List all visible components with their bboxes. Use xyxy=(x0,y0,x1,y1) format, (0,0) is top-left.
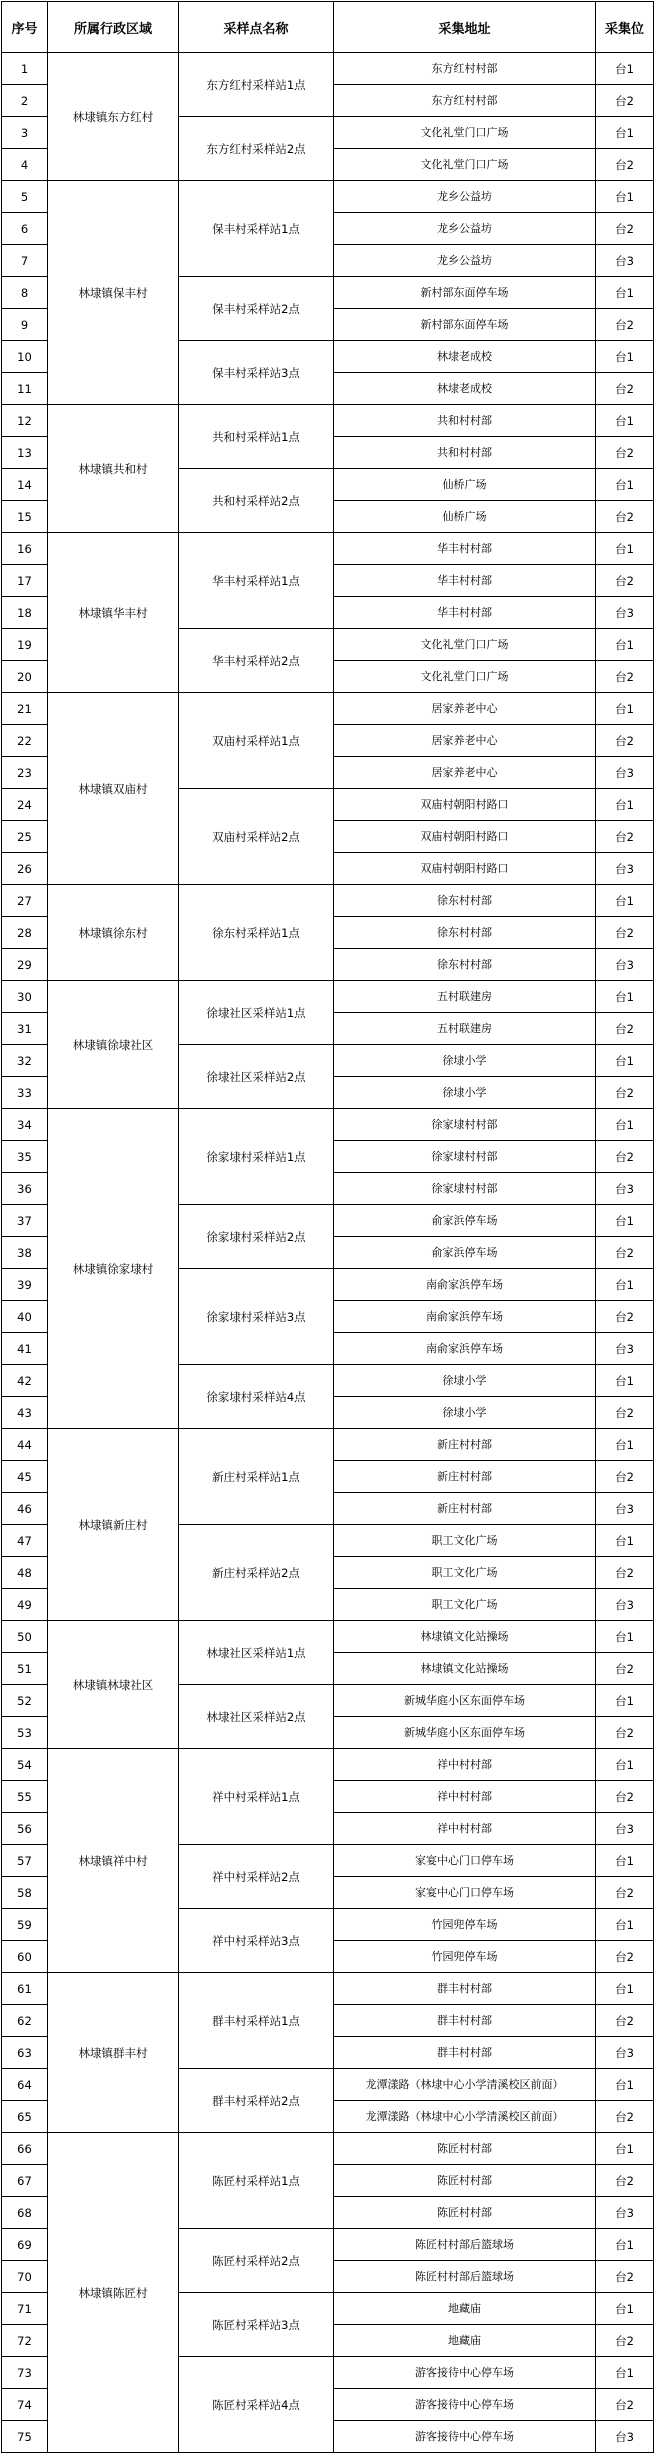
booth-cell: 台2 xyxy=(596,1781,654,1813)
booth-cell: 台2 xyxy=(596,501,654,533)
booth-cell: 台2 xyxy=(596,2165,654,2197)
booth-cell: 台2 xyxy=(596,1141,654,1173)
row-number: 24 xyxy=(2,789,48,821)
row-number: 51 xyxy=(2,1653,48,1685)
address-cell: 林埭老成校 xyxy=(334,341,596,373)
address-cell: 新城华庭小区东面停车场 xyxy=(334,1717,596,1749)
address-cell: 新庄村村部 xyxy=(334,1461,596,1493)
address-cell: 双庙村朝阳村路口 xyxy=(334,789,596,821)
booth-cell: 台2 xyxy=(596,1877,654,1909)
row-number: 46 xyxy=(2,1493,48,1525)
row-number: 35 xyxy=(2,1141,48,1173)
site-cell: 林埭社区采样站2点 xyxy=(179,1685,334,1749)
row-number: 65 xyxy=(2,2101,48,2133)
district-cell: 林埭镇徐埭社区 xyxy=(48,981,179,1109)
row-number: 11 xyxy=(2,373,48,405)
district-cell: 林埭镇徐东村 xyxy=(48,885,179,981)
booth-cell: 台2 xyxy=(596,1301,654,1333)
table-row xyxy=(2,405,654,437)
district-cell: 林埭镇华丰村 xyxy=(48,533,179,693)
address-cell: 居家养老中心 xyxy=(334,725,596,757)
row-number: 42 xyxy=(2,1365,48,1397)
table-row xyxy=(2,1749,654,1781)
site-cell: 新庄村采样站2点 xyxy=(179,1525,334,1621)
booth-cell: 台2 xyxy=(596,1237,654,1269)
site-cell: 陈匠村采样站1点 xyxy=(179,2133,334,2229)
booth-cell: 台2 xyxy=(596,2005,654,2037)
address-cell: 徐埭小学 xyxy=(334,1045,596,1077)
address-cell: 龙潭漾路（林埭中心小学清溪校区前面） xyxy=(334,2069,596,2101)
row-number: 59 xyxy=(2,1909,48,1941)
row-number: 10 xyxy=(2,341,48,373)
row-number: 62 xyxy=(2,2005,48,2037)
table-row xyxy=(2,181,654,213)
booth-cell: 台2 xyxy=(596,1397,654,1429)
site-cell: 保丰村采样站1点 xyxy=(179,181,334,277)
row-number: 52 xyxy=(2,1685,48,1717)
address-cell: 东方红村村部 xyxy=(334,85,596,117)
row-number: 45 xyxy=(2,1461,48,1493)
row-number: 1 xyxy=(2,53,48,85)
booth-cell: 台2 xyxy=(596,1941,654,1973)
row-number: 32 xyxy=(2,1045,48,1077)
row-number: 17 xyxy=(2,565,48,597)
site-cell: 保丰村采样站2点 xyxy=(179,277,334,341)
table-row xyxy=(2,1621,654,1653)
booth-cell: 台2 xyxy=(596,1653,654,1685)
header-booth: 采集位 xyxy=(596,2,654,53)
address-cell: 新城华庭小区东面停车场 xyxy=(334,1685,596,1717)
site-cell: 徐东村采样站1点 xyxy=(179,885,334,981)
booth-cell: 台3 xyxy=(596,949,654,981)
site-cell: 徐家埭村采样站4点 xyxy=(179,1365,334,1429)
table-row xyxy=(2,1429,654,1461)
row-number: 75 xyxy=(2,2421,48,2453)
site-cell: 保丰村采样站3点 xyxy=(179,341,334,405)
address-cell: 群丰村村部 xyxy=(334,2005,596,2037)
booth-cell: 台2 xyxy=(596,373,654,405)
site-cell: 共和村采样站2点 xyxy=(179,469,334,533)
table-row xyxy=(2,693,654,725)
booth-cell: 台1 xyxy=(596,1525,654,1557)
district-cell: 林埭镇双庙村 xyxy=(48,693,179,885)
address-cell: 仙桥广场 xyxy=(334,469,596,501)
row-number: 20 xyxy=(2,661,48,693)
row-number: 60 xyxy=(2,1941,48,1973)
booth-cell: 台1 xyxy=(596,1749,654,1781)
booth-cell: 台2 xyxy=(596,1717,654,1749)
district-cell: 林埭镇陈匠村 xyxy=(48,2133,179,2453)
address-cell: 陈匠村村部 xyxy=(334,2197,596,2229)
address-cell: 南俞家浜停车场 xyxy=(334,1301,596,1333)
address-cell: 新庄村村部 xyxy=(334,1493,596,1525)
row-number: 61 xyxy=(2,1973,48,2005)
booth-cell: 台1 xyxy=(596,629,654,661)
booth-cell: 台1 xyxy=(596,1845,654,1877)
row-number: 57 xyxy=(2,1845,48,1877)
address-cell: 华丰村村部 xyxy=(334,533,596,565)
address-cell: 双庙村朝阳村路口 xyxy=(334,821,596,853)
address-cell: 龙乡公益坊 xyxy=(334,213,596,245)
booth-cell: 台1 xyxy=(596,693,654,725)
booth-cell: 台1 xyxy=(596,117,654,149)
row-number: 68 xyxy=(2,2197,48,2229)
site-cell: 群丰村采样站1点 xyxy=(179,1973,334,2069)
row-number: 38 xyxy=(2,1237,48,1269)
address-cell: 竹园兜停车场 xyxy=(334,1909,596,1941)
site-cell: 林埭社区采样站1点 xyxy=(179,1621,334,1685)
address-cell: 华丰村村部 xyxy=(334,597,596,629)
booth-cell: 台1 xyxy=(596,533,654,565)
booth-cell: 台1 xyxy=(596,405,654,437)
booth-cell: 台1 xyxy=(596,1269,654,1301)
address-cell: 陈匠村村部后篮球场 xyxy=(334,2229,596,2261)
booth-cell: 台1 xyxy=(596,181,654,213)
table-row xyxy=(2,53,654,85)
booth-cell: 台1 xyxy=(596,1365,654,1397)
site-cell: 祥中村采样站2点 xyxy=(179,1845,334,1909)
row-number: 69 xyxy=(2,2229,48,2261)
booth-cell: 台2 xyxy=(596,565,654,597)
district-cell: 林埭镇林埭社区 xyxy=(48,1621,179,1749)
address-cell: 家宴中心门口停车场 xyxy=(334,1845,596,1877)
booth-cell: 台1 xyxy=(596,1621,654,1653)
booth-cell: 台3 xyxy=(596,597,654,629)
row-number: 14 xyxy=(2,469,48,501)
table-row xyxy=(2,885,654,917)
booth-cell: 台3 xyxy=(596,2037,654,2069)
booth-cell: 台2 xyxy=(596,725,654,757)
address-cell: 祥中村村部 xyxy=(334,1781,596,1813)
address-cell: 南俞家浜停车场 xyxy=(334,1333,596,1365)
row-number: 64 xyxy=(2,2069,48,2101)
booth-cell: 台1 xyxy=(596,1973,654,2005)
site-cell: 徐家埭村采样站1点 xyxy=(179,1109,334,1205)
row-number: 26 xyxy=(2,853,48,885)
row-number: 9 xyxy=(2,309,48,341)
booth-cell: 台2 xyxy=(596,821,654,853)
booth-cell: 台2 xyxy=(596,309,654,341)
address-cell: 东方红村村部 xyxy=(334,53,596,85)
district-cell: 林埭镇新庄村 xyxy=(48,1429,179,1621)
booth-cell: 台2 xyxy=(596,437,654,469)
booth-cell: 台1 xyxy=(596,1109,654,1141)
booth-cell: 台2 xyxy=(596,2101,654,2133)
table-header-row xyxy=(2,2,654,53)
site-cell: 徐家埭村采样站2点 xyxy=(179,1205,334,1269)
row-number: 44 xyxy=(2,1429,48,1461)
site-cell: 徐埭社区采样站1点 xyxy=(179,981,334,1045)
row-number: 4 xyxy=(2,149,48,181)
row-number: 25 xyxy=(2,821,48,853)
address-cell: 祥中村村部 xyxy=(334,1749,596,1781)
booth-cell: 台2 xyxy=(596,1557,654,1589)
booth-cell: 台2 xyxy=(596,1013,654,1045)
booth-cell: 台1 xyxy=(596,2229,654,2261)
row-number: 16 xyxy=(2,533,48,565)
address-cell: 徐家埭村村部 xyxy=(334,1173,596,1205)
booth-cell: 台3 xyxy=(596,245,654,277)
header-address: 采集地址 xyxy=(334,2,596,53)
row-number: 37 xyxy=(2,1205,48,1237)
table-row xyxy=(2,1109,654,1141)
table-row xyxy=(2,981,654,1013)
row-number: 47 xyxy=(2,1525,48,1557)
address-cell: 陈匠村村部 xyxy=(334,2165,596,2197)
row-number: 36 xyxy=(2,1173,48,1205)
district-cell: 林埭镇群丰村 xyxy=(48,1973,179,2133)
row-number: 55 xyxy=(2,1781,48,1813)
row-number: 29 xyxy=(2,949,48,981)
row-number: 15 xyxy=(2,501,48,533)
site-cell: 新庄村采样站1点 xyxy=(179,1429,334,1525)
table-body xyxy=(2,53,654,2453)
address-cell: 游客接待中心停车场 xyxy=(334,2357,596,2389)
address-cell: 林埭老成校 xyxy=(334,373,596,405)
site-cell: 双庙村采样站2点 xyxy=(179,789,334,885)
booth-cell: 台1 xyxy=(596,981,654,1013)
row-number: 73 xyxy=(2,2357,48,2389)
booth-cell: 台2 xyxy=(596,149,654,181)
address-cell: 文化礼堂门口广场 xyxy=(334,149,596,181)
booth-cell: 台1 xyxy=(596,277,654,309)
address-cell: 龙潭漾路（林埭中心小学清溪校区前面） xyxy=(334,2101,596,2133)
address-cell: 群丰村村部 xyxy=(334,1973,596,2005)
site-cell: 共和村采样站1点 xyxy=(179,405,334,469)
address-cell: 居家养老中心 xyxy=(334,757,596,789)
address-cell: 祥中村村部 xyxy=(334,1813,596,1845)
address-cell: 徐家埭村村部 xyxy=(334,1109,596,1141)
booth-cell: 台1 xyxy=(596,341,654,373)
address-cell: 华丰村村部 xyxy=(334,565,596,597)
row-number: 7 xyxy=(2,245,48,277)
row-number: 31 xyxy=(2,1013,48,1045)
row-number: 58 xyxy=(2,1877,48,1909)
row-number: 19 xyxy=(2,629,48,661)
address-cell: 徐东村村部 xyxy=(334,885,596,917)
address-cell: 游客接待中心停车场 xyxy=(334,2421,596,2453)
address-cell: 徐埭小学 xyxy=(334,1077,596,1109)
address-cell: 双庙村朝阳村路口 xyxy=(334,853,596,885)
row-number: 22 xyxy=(2,725,48,757)
row-number: 41 xyxy=(2,1333,48,1365)
address-cell: 文化礼堂门口广场 xyxy=(334,117,596,149)
address-cell: 俞家浜停车场 xyxy=(334,1237,596,1269)
row-number: 39 xyxy=(2,1269,48,1301)
row-number: 71 xyxy=(2,2293,48,2325)
site-cell: 东方红村采样站2点 xyxy=(179,117,334,181)
booth-cell: 台3 xyxy=(596,1589,654,1621)
district-cell: 林埭镇共和村 xyxy=(48,405,179,533)
district-cell: 林埭镇保丰村 xyxy=(48,181,179,405)
site-cell: 陈匠村采样站2点 xyxy=(179,2229,334,2293)
address-cell: 新村部东面停车场 xyxy=(334,277,596,309)
address-cell: 俞家浜停车场 xyxy=(334,1205,596,1237)
row-number: 67 xyxy=(2,2165,48,2197)
district-cell: 林埭镇徐家埭村 xyxy=(48,1109,179,1429)
row-number: 54 xyxy=(2,1749,48,1781)
booth-cell: 台3 xyxy=(596,2421,654,2453)
row-number: 53 xyxy=(2,1717,48,1749)
booth-cell: 台3 xyxy=(596,1333,654,1365)
address-cell: 新村部东面停车场 xyxy=(334,309,596,341)
address-cell: 徐家埭村村部 xyxy=(334,1141,596,1173)
row-number: 34 xyxy=(2,1109,48,1141)
booth-cell: 台3 xyxy=(596,757,654,789)
booth-cell: 台1 xyxy=(596,1685,654,1717)
site-cell: 祥中村采样站1点 xyxy=(179,1749,334,1845)
address-cell: 龙乡公益坊 xyxy=(334,245,596,277)
booth-cell: 台1 xyxy=(596,1909,654,1941)
row-number: 48 xyxy=(2,1557,48,1589)
booth-cell: 台3 xyxy=(596,853,654,885)
booth-cell: 台2 xyxy=(596,1461,654,1493)
address-cell: 职工文化广场 xyxy=(334,1557,596,1589)
address-cell: 共和村村部 xyxy=(334,437,596,469)
address-cell: 龙乡公益坊 xyxy=(334,181,596,213)
sampling-sites-table xyxy=(1,1,654,2453)
site-cell: 陈匠村采样站3点 xyxy=(179,2293,334,2357)
row-number: 70 xyxy=(2,2261,48,2293)
row-number: 50 xyxy=(2,1621,48,1653)
address-cell: 徐埭小学 xyxy=(334,1365,596,1397)
booth-cell: 台2 xyxy=(596,85,654,117)
row-number: 13 xyxy=(2,437,48,469)
address-cell: 文化礼堂门口广场 xyxy=(334,661,596,693)
header-site: 采样点名称 xyxy=(179,2,334,53)
row-number: 43 xyxy=(2,1397,48,1429)
booth-cell: 台3 xyxy=(596,1173,654,1205)
district-cell: 林埭镇祥中村 xyxy=(48,1749,179,1973)
booth-cell: 台2 xyxy=(596,1077,654,1109)
booth-cell: 台2 xyxy=(596,661,654,693)
address-cell: 地藏庙 xyxy=(334,2293,596,2325)
address-cell: 家宴中心门口停车场 xyxy=(334,1877,596,1909)
address-cell: 居家养老中心 xyxy=(334,693,596,725)
row-number: 21 xyxy=(2,693,48,725)
booth-cell: 台1 xyxy=(596,1429,654,1461)
row-number: 28 xyxy=(2,917,48,949)
row-number: 72 xyxy=(2,2325,48,2357)
address-cell: 职工文化广场 xyxy=(334,1525,596,1557)
address-cell: 地藏庙 xyxy=(334,2325,596,2357)
address-cell: 徐东村村部 xyxy=(334,917,596,949)
booth-cell: 台1 xyxy=(596,2069,654,2101)
booth-cell: 台2 xyxy=(596,917,654,949)
booth-cell: 台2 xyxy=(596,213,654,245)
row-number: 18 xyxy=(2,597,48,629)
row-number: 8 xyxy=(2,277,48,309)
booth-cell: 台2 xyxy=(596,2325,654,2357)
address-cell: 新庄村村部 xyxy=(334,1429,596,1461)
booth-cell: 台1 xyxy=(596,1205,654,1237)
table-row xyxy=(2,1973,654,2005)
row-number: 6 xyxy=(2,213,48,245)
row-number: 74 xyxy=(2,2389,48,2421)
address-cell: 南俞家浜停车场 xyxy=(334,1269,596,1301)
address-cell: 五村联建房 xyxy=(334,1013,596,1045)
booth-cell: 台1 xyxy=(596,885,654,917)
booth-cell: 台1 xyxy=(596,53,654,85)
booth-cell: 台1 xyxy=(596,469,654,501)
booth-cell: 台1 xyxy=(596,2293,654,2325)
address-cell: 游客接待中心停车场 xyxy=(334,2389,596,2421)
booth-cell: 台1 xyxy=(596,2133,654,2165)
site-cell: 徐埭社区采样站2点 xyxy=(179,1045,334,1109)
booth-cell: 台2 xyxy=(596,2261,654,2293)
booth-cell: 台3 xyxy=(596,1493,654,1525)
table-row xyxy=(2,533,654,565)
address-cell: 陈匠村村部后篮球场 xyxy=(334,2261,596,2293)
booth-cell: 台1 xyxy=(596,1045,654,1077)
row-number: 66 xyxy=(2,2133,48,2165)
address-cell: 林埭镇文化站操场 xyxy=(334,1653,596,1685)
address-cell: 陈匠村村部 xyxy=(334,2133,596,2165)
row-number: 3 xyxy=(2,117,48,149)
address-cell: 仙桥广场 xyxy=(334,501,596,533)
district-cell: 林埭镇东方红村 xyxy=(48,53,179,181)
booth-cell: 台2 xyxy=(596,2389,654,2421)
address-cell: 徐东村村部 xyxy=(334,949,596,981)
booth-cell: 台1 xyxy=(596,2357,654,2389)
site-cell: 华丰村采样站1点 xyxy=(179,533,334,629)
address-cell: 文化礼堂门口广场 xyxy=(334,629,596,661)
row-number: 63 xyxy=(2,2037,48,2069)
table-row xyxy=(2,2133,654,2165)
header-seq: 序号 xyxy=(2,2,48,53)
row-number: 5 xyxy=(2,181,48,213)
site-cell: 华丰村采样站2点 xyxy=(179,629,334,693)
address-cell: 职工文化广场 xyxy=(334,1589,596,1621)
address-cell: 竹园兜停车场 xyxy=(334,1941,596,1973)
address-cell: 五村联建房 xyxy=(334,981,596,1013)
row-number: 30 xyxy=(2,981,48,1013)
row-number: 33 xyxy=(2,1077,48,1109)
site-cell: 双庙村采样站1点 xyxy=(179,693,334,789)
site-cell: 祥中村采样站3点 xyxy=(179,1909,334,1973)
row-number: 40 xyxy=(2,1301,48,1333)
row-number: 23 xyxy=(2,757,48,789)
site-cell: 群丰村采样站2点 xyxy=(179,2069,334,2133)
row-number: 2 xyxy=(2,85,48,117)
row-number: 27 xyxy=(2,885,48,917)
site-cell: 陈匠村采样站4点 xyxy=(179,2357,334,2453)
row-number: 49 xyxy=(2,1589,48,1621)
address-cell: 林埭镇文化站操场 xyxy=(334,1621,596,1653)
booth-cell: 台3 xyxy=(596,2197,654,2229)
booth-cell: 台1 xyxy=(596,789,654,821)
header-district: 所属行政区域 xyxy=(48,2,179,53)
address-cell: 徐埭小学 xyxy=(334,1397,596,1429)
booth-cell: 台3 xyxy=(596,1813,654,1845)
address-cell: 共和村村部 xyxy=(334,405,596,437)
row-number: 56 xyxy=(2,1813,48,1845)
row-number: 12 xyxy=(2,405,48,437)
site-cell: 徐家埭村采样站3点 xyxy=(179,1269,334,1365)
address-cell: 群丰村村部 xyxy=(334,2037,596,2069)
site-cell: 东方红村采样站1点 xyxy=(179,53,334,117)
